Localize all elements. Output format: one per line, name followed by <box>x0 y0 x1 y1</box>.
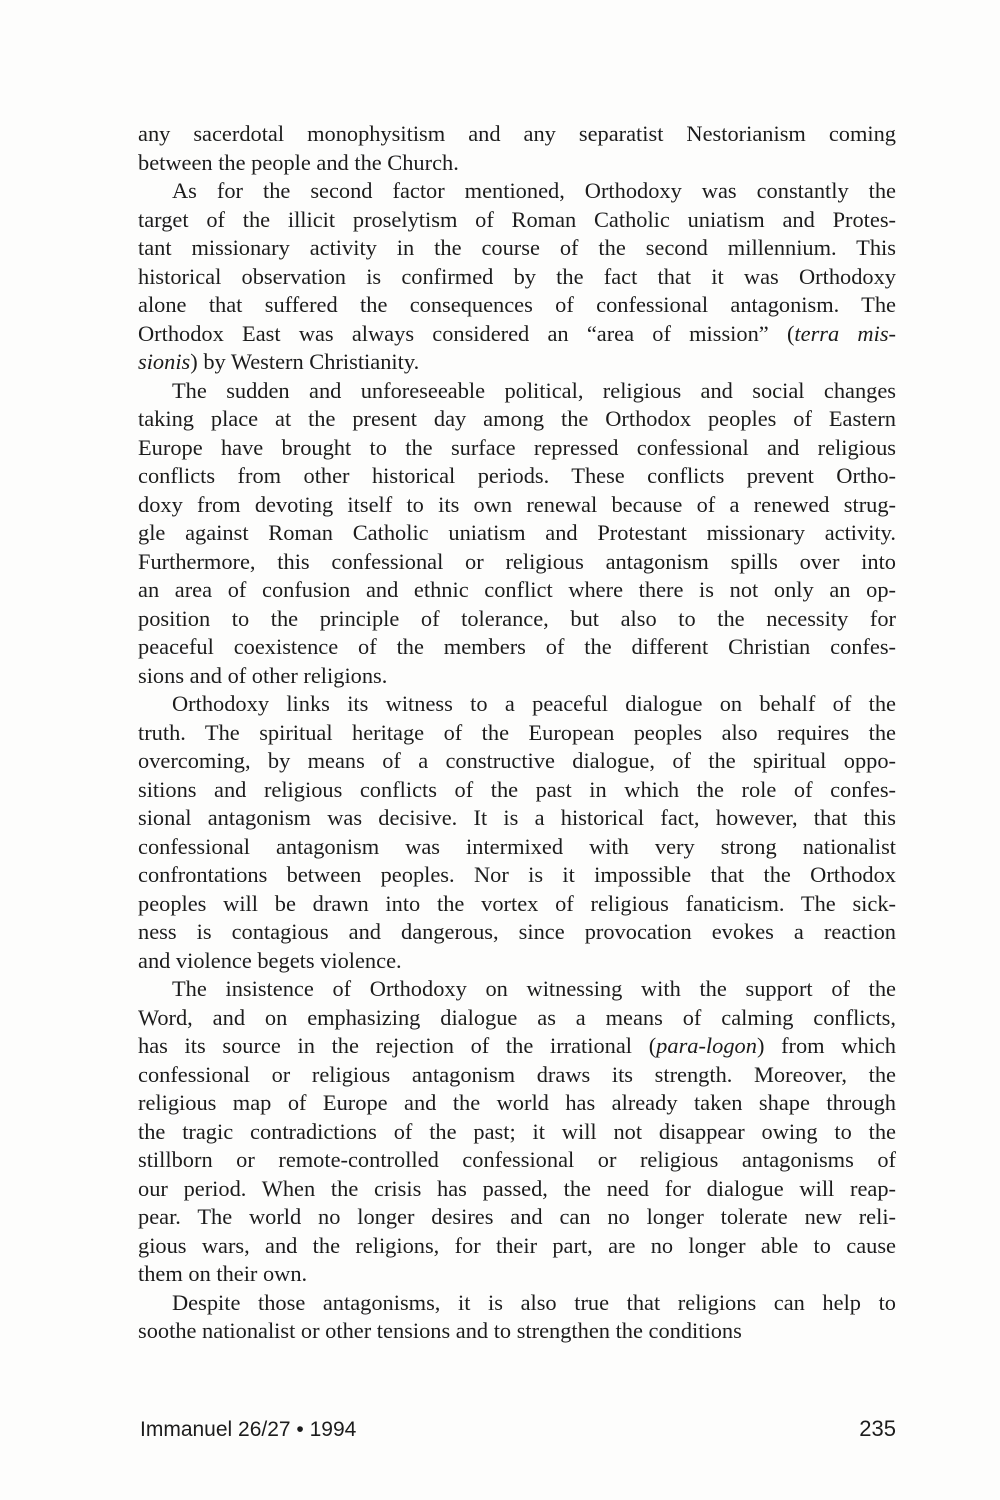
text-line: pear. The world no longer desires and can no longer tolerate new reli- <box>138 1204 896 1229</box>
text-line: conflicts from other historical periods. These conflicts prevent Ortho- <box>138 463 896 488</box>
text-line: gious wars, and the religions, for their part, are no longer able to cause <box>138 1232 896 1258</box>
text-line: Orthodoxy links its witness to a peaceful dialogue on behalf of the <box>172 691 896 716</box>
text-line: peaceful coexistence of the members of the different Christian confes- <box>138 634 896 659</box>
text-line: doxy from devoting itself to its own renewal because of a renewed strug- <box>138 491 896 517</box>
text-line: ness is contagious and dangerous, since provocation evokes a reaction <box>138 919 896 944</box>
text-line: taking place at the present day among the Orthodox peoples of Eastern <box>138 406 896 431</box>
paragraph <box>138 177 896 377</box>
text-line: the tragic contradictions of the past; it will not disappear owing to the <box>138 1118 896 1144</box>
paragraph <box>138 975 896 1289</box>
text-line: Furthermore, this confessional or religious antagonism spills over into <box>138 548 896 574</box>
page-footer <box>140 1418 896 1448</box>
text-line: any sacerdotal monophysitism and any separatist Nestorianism coming <box>138 121 896 146</box>
text-line: confessional antagonism was intermixed with very strong nationalist <box>138 833 896 859</box>
text-line: The sudden and unforeseeable political, religious and social changes <box>172 377 896 403</box>
text-line: Europe have brought to the surface repressed confessional and religious <box>138 434 896 460</box>
text-line: has its source in the rejection of the irrational (para-logon) from which <box>138 1033 896 1058</box>
text-line: alone that suffered the consequences of confessional antagonism. The <box>138 292 896 317</box>
body-text <box>138 120 896 1346</box>
text-line: sional antagonism was decisive. It is a historical fact, however, that this <box>138 805 896 830</box>
text-line: Word, and on emphasizing dialogue as a means of calming conflicts, <box>138 1004 896 1030</box>
text-line: Orthodox East was always considered an “area of mission” (terra mis- <box>138 320 896 346</box>
text-line: confessional or religious antagonism draws its strength. Moreover, the <box>138 1061 896 1087</box>
text-line: sitions and religious conflicts of the past in which the role of confes- <box>138 776 896 802</box>
text-line: target of the illicit proselytism of Roman Catholic uniatism and Protes- <box>138 206 896 232</box>
journal-citation: Immanuel 26/27 • 1994 <box>140 1418 357 1441</box>
text-line: overcoming, by means of a constructive dialogue, of the spiritual oppo- <box>138 748 896 773</box>
paragraph <box>138 120 896 177</box>
text-line: position to the principle of tolerance, but also to the necessity for <box>138 605 896 631</box>
paragraph <box>138 690 896 975</box>
paragraph <box>138 1289 896 1346</box>
text-line: sionis) by Western Christianity. <box>138 349 420 374</box>
text-line: our period. When the crisis has passed, the need for dialogue will reap- <box>138 1175 896 1201</box>
text-line: The insistence of Orthodoxy on witnessing with the support of the <box>172 976 896 1001</box>
text-line: truth. The spiritual heritage of the European peoples also requires the <box>138 719 896 745</box>
text-line: confrontations between peoples. Nor is it impossible that the Orthodox <box>138 862 896 887</box>
paragraph <box>138 377 896 691</box>
text-line: historical observation is confirmed by the fact that it was Orthodoxy <box>138 263 896 289</box>
text-line: soothe nationalist or other tensions and to strengthen the conditions <box>138 1318 742 1343</box>
text-line: an area of confusion and ethnic conflict where there is not only an op- <box>138 577 896 602</box>
text-line: religious map of Europe and the world has already taken shape through <box>138 1090 896 1115</box>
text-line: sions and of other religions. <box>138 662 388 688</box>
text-line: between the people and the Church. <box>138 149 459 175</box>
text-line: Despite those antagonisms, it is also true that religions can help to <box>172 1289 896 1315</box>
text-line: stillborn or remote-controlled confessional or religious antagonisms of <box>138 1147 896 1172</box>
text-line: As for the second factor mentioned, Orthodoxy was constantly the <box>172 178 896 203</box>
text-line: gle against Roman Catholic uniatism and Protestant missionary activity. <box>138 520 896 545</box>
text-line: peoples will be drawn into the vortex of religious fanaticism. The sick- <box>138 890 896 916</box>
page-number: 235 <box>859 1416 896 1441</box>
text-line: tant missionary activity in the course of the second millennium. This <box>138 235 896 260</box>
text-line: and violence begets violence. <box>138 947 402 973</box>
text-line: them on their own. <box>138 1261 308 1286</box>
